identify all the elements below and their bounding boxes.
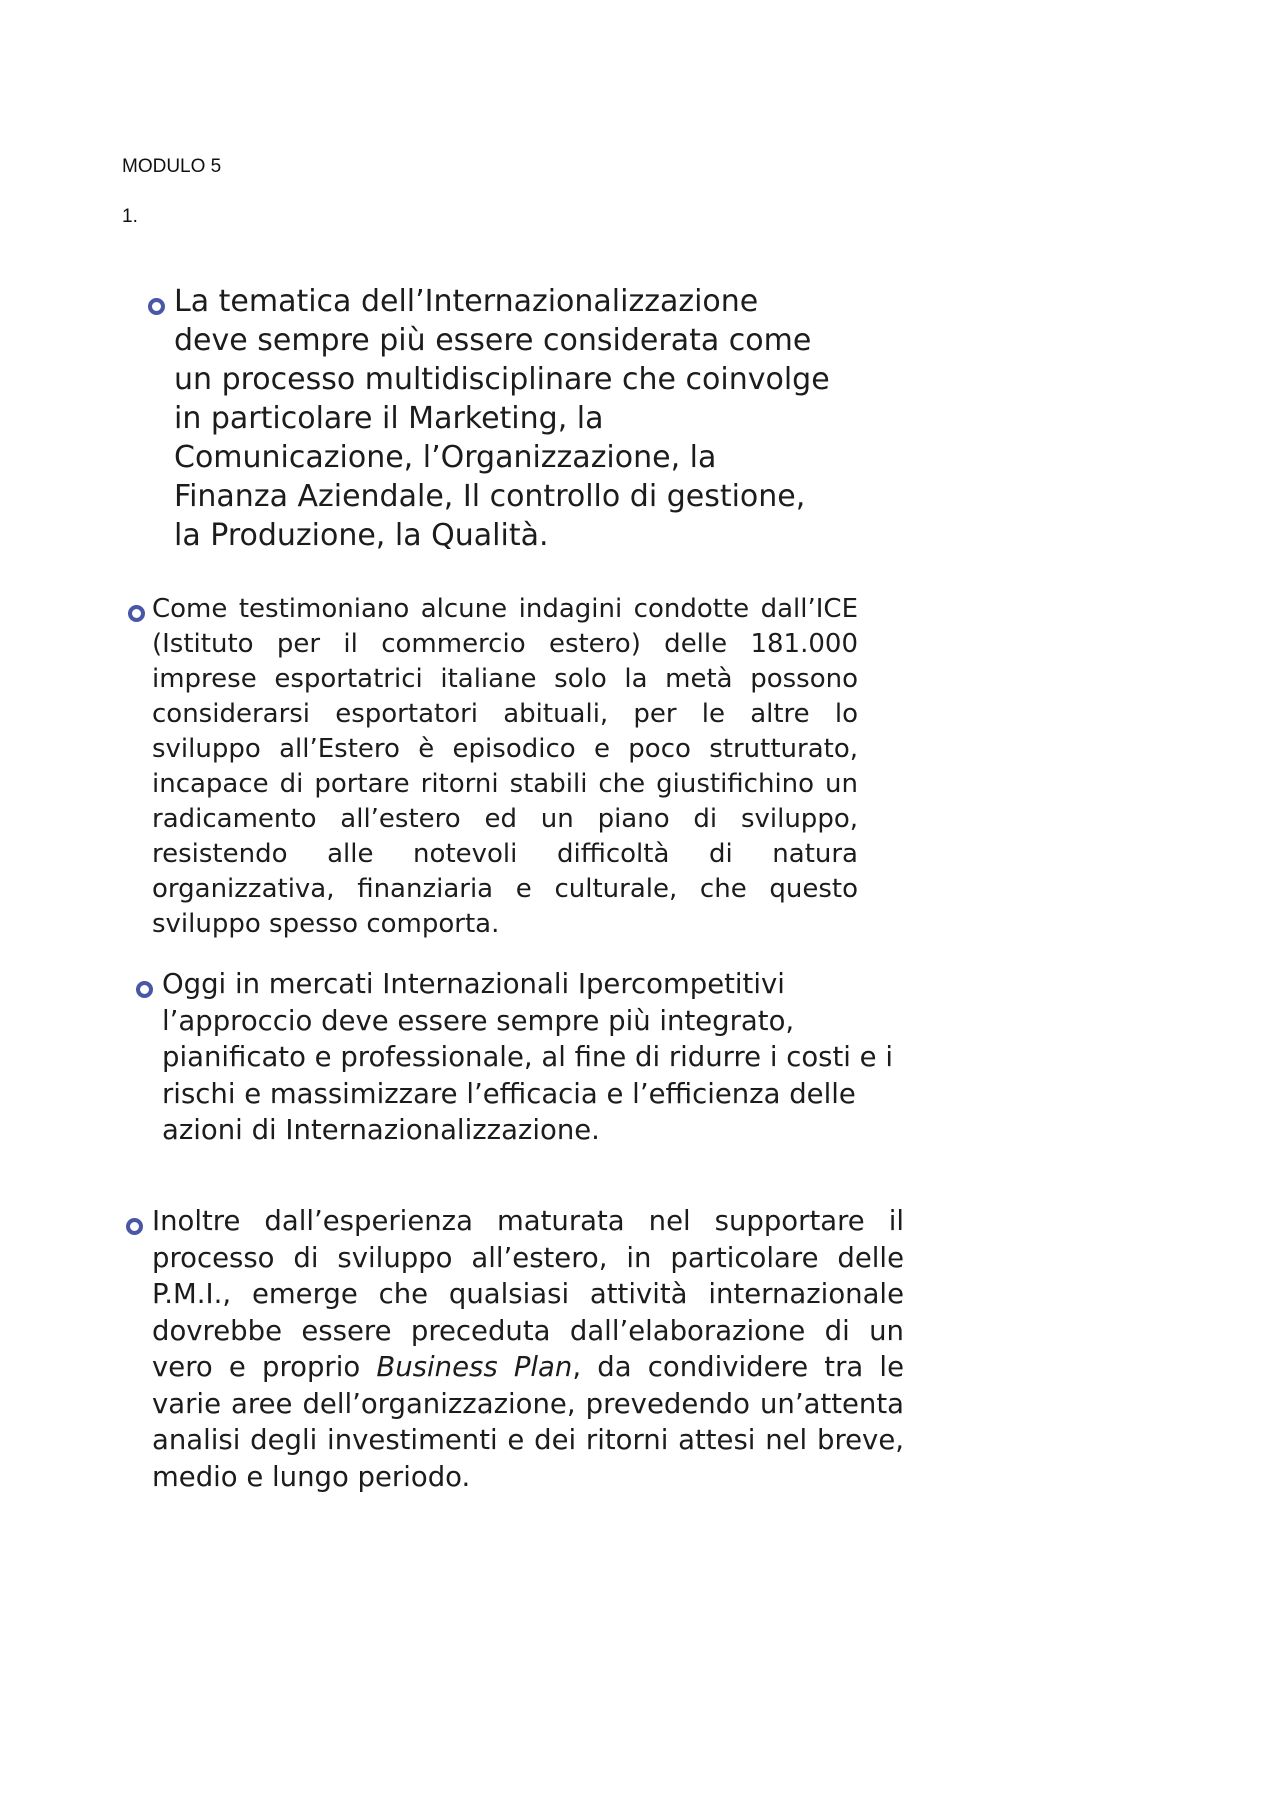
hollow-circle-bullet-icon (136, 981, 153, 998)
bullet-text-4 (152, 1203, 904, 1495)
bullet-text-4-after: , da condividere tra le varie aree dell’organizzazione, prevedendo un’attenta analisi degli investimenti e dei ritorni attesi nel breve, medio e lungo periodo. (152, 1351, 904, 1493)
hollow-circle-bullet-icon (148, 298, 165, 315)
hollow-circle-bullet-icon (128, 605, 145, 622)
hollow-circle-bullet-icon (126, 1218, 143, 1235)
bullet-text-1: La tematica dell’Internazionalizzazione deve sempre più essere considerata come un processo multidisciplinare che coinvolge in particolare il Marketing, la Comunicazione, l’Organizzazione, la Finanza Aziendale, Il controllo di gestione, la Produzione, la Qualità. (174, 284, 830, 553)
item-number: 1. (122, 206, 138, 227)
module-heading: MODULO 5 (122, 156, 222, 177)
business-plan-emphasis: Business Plan (376, 1351, 573, 1383)
bullet-text-3: Oggi in mercati Internazionali Ipercompetitivi l’approccio deve essere sempre più integrato, pianificato e professionale, al fine di ridurre i costi e i rischi e massimizzare l’efficacia e l’efficienza delle azioni di Internazionalizzazione. (162, 968, 893, 1146)
bullet-text-2: Come testimoniano alcune indagini condotte dall’ICE (Istituto per il commercio estero) delle 181.000 imprese esportatrici italiane solo la metà possono considerarsi esportatori abituali, per le altre lo sviluppo all’Estero è episodico e poco strutturato, incapace di portare ritorni stabili che giustifichino un radicamento all’estero ed un piano di sviluppo, resistendo alle notevoli difficoltà di natura organizzativa, finanziaria e culturale, che questo sviluppo spesso comporta. (152, 594, 858, 939)
bullet-text-4-before: Inoltre dall’esperienza maturata nel supportare il processo di sviluppo all’estero, in particolare delle P.M.I., emerge che qualsiasi attività internazionale dovrebbe essere preceduta dall’elaborazione di un vero e proprio (152, 1205, 904, 1383)
